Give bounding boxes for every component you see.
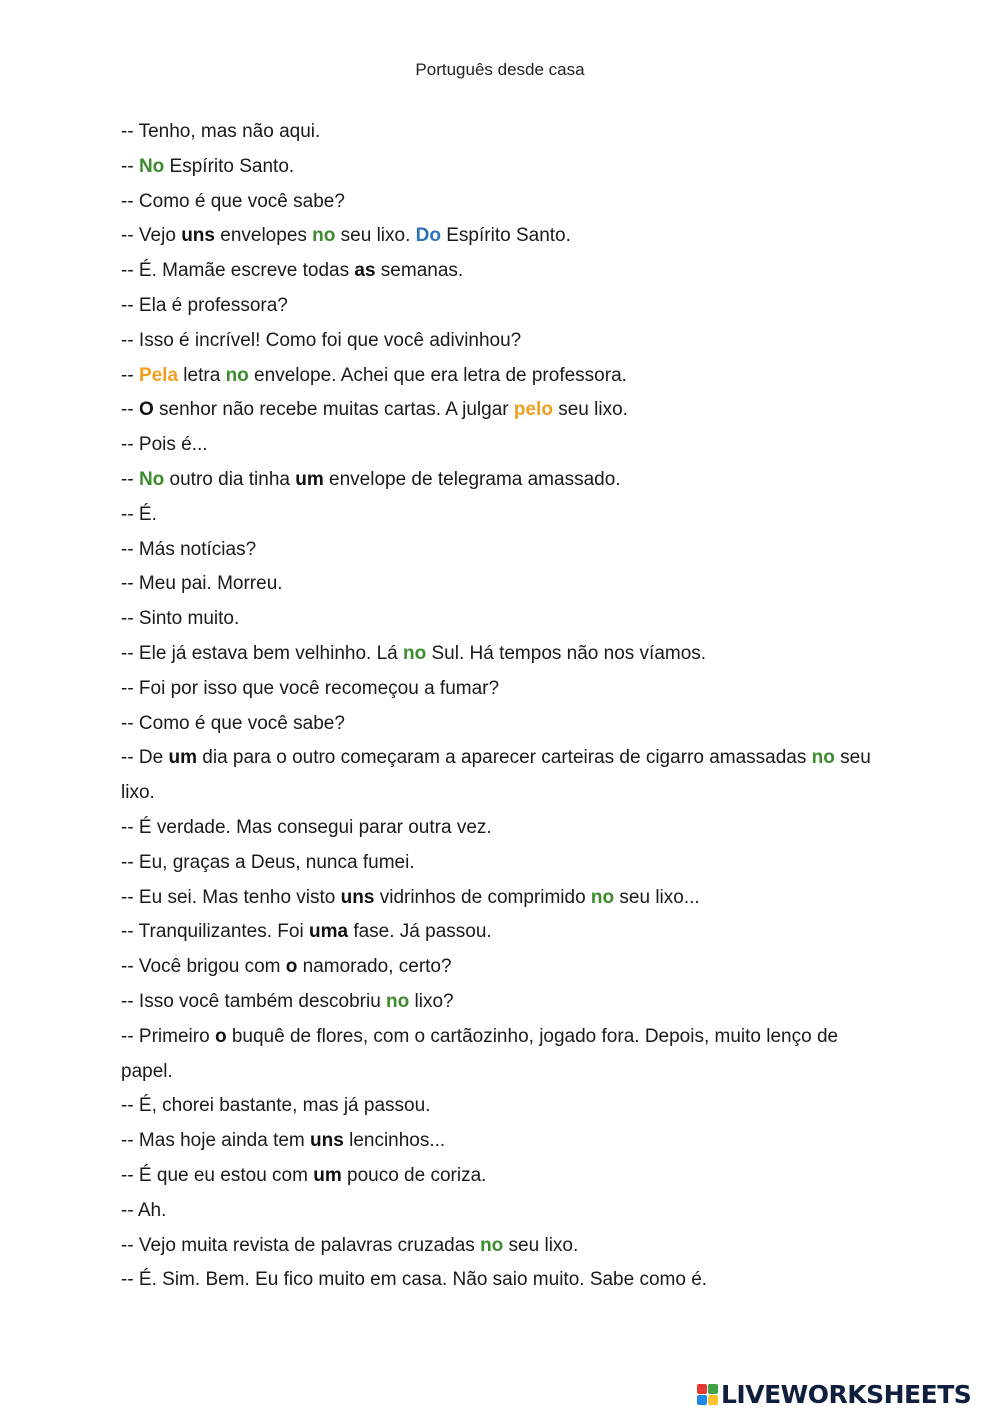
line-text: Espírito Santo. bbox=[440, 225, 571, 247]
line-text: namorado, certo? bbox=[297, 956, 452, 978]
line-text: pouco de coriza. bbox=[341, 1164, 487, 1186]
dialogue-line bbox=[121, 741, 891, 811]
line-text: lencinhos... bbox=[343, 1130, 446, 1152]
line-text: -- Eu sei. Mas tenho visto bbox=[121, 886, 341, 908]
dialogue-line bbox=[121, 533, 891, 568]
highlighted-word: No bbox=[138, 155, 165, 177]
highlighted-word: no bbox=[225, 364, 249, 386]
line-text: lixo? bbox=[409, 990, 454, 1012]
line-text: seu lixo. bbox=[503, 1234, 579, 1256]
highlighted-word: um bbox=[168, 747, 197, 769]
line-text: vidrinhos de comprimido bbox=[374, 886, 591, 908]
dialogue-line bbox=[121, 811, 891, 846]
dialogue-line bbox=[121, 707, 891, 742]
dialogue-line bbox=[121, 1263, 891, 1298]
line-text: -- É. Sim. Bem. Eu fico muito em casa. Não saio muito. Sabe como é. bbox=[121, 1269, 708, 1291]
line-text: -- É, chorei bastante, mas já passou. bbox=[121, 1095, 431, 1117]
line-text: -- Como é que você sabe? bbox=[121, 712, 345, 734]
highlighted-word: no bbox=[403, 642, 427, 664]
line-text: -- Eu, graças a Deus, nunca fumei. bbox=[121, 851, 415, 873]
highlighted-word: Pela bbox=[138, 364, 179, 386]
line-text: -- Ela é professora? bbox=[121, 294, 288, 316]
line-text: -- É que eu estou com bbox=[121, 1164, 314, 1186]
line-text: -- Ah. bbox=[121, 1199, 167, 1221]
liveworksheets-logo-icon bbox=[697, 1384, 718, 1405]
highlighted-word: um bbox=[295, 468, 324, 490]
line-text: -- Como é que você sabe? bbox=[121, 190, 345, 212]
dialogue-line bbox=[121, 254, 891, 289]
dialogue-line bbox=[121, 915, 891, 950]
line-text: -- Foi por isso que você recomeçou a fumar? bbox=[121, 677, 500, 699]
page-title: Português desde casa bbox=[415, 60, 585, 79]
dialogue-line bbox=[121, 219, 891, 254]
line-text: -- É. bbox=[121, 503, 157, 525]
highlighted-word: uns bbox=[310, 1130, 344, 1152]
brand-name: LIVEWORKSHEETS bbox=[721, 1379, 972, 1409]
line-text: -- Vejo muita revista de palavras cruzadas bbox=[121, 1234, 481, 1256]
line-text: -- De bbox=[121, 747, 169, 769]
highlighted-word: pelo bbox=[513, 399, 553, 421]
dialogue-line bbox=[121, 428, 891, 463]
highlighted-word: o bbox=[285, 956, 298, 978]
dialogue-line bbox=[121, 1159, 891, 1194]
line-text: letra bbox=[178, 364, 226, 386]
line-text: -- Isso você também descobriu bbox=[121, 990, 387, 1012]
line-text: -- Vejo bbox=[121, 225, 182, 247]
dialogue-line bbox=[121, 150, 891, 185]
line-text: -- Mas hoje ainda tem bbox=[121, 1130, 311, 1152]
line-text: outro dia tinha bbox=[164, 468, 296, 490]
line-text: seu lixo. bbox=[552, 399, 628, 421]
line-text: -- Más notícias? bbox=[121, 538, 257, 560]
line-text: -- Isso é incrível! Como foi que você adivinhou? bbox=[121, 329, 522, 351]
line-text: seu lixo... bbox=[614, 886, 700, 908]
dialogue-line bbox=[121, 602, 891, 637]
highlighted-word: no bbox=[590, 886, 615, 908]
line-text: fase. Já passou. bbox=[348, 921, 492, 943]
highlighted-word: no bbox=[480, 1234, 504, 1256]
dialogue-line bbox=[121, 1020, 891, 1090]
dialogue-line bbox=[121, 985, 891, 1020]
line-text: seu lixo. bbox=[335, 225, 416, 247]
highlighted-word: no bbox=[386, 990, 410, 1012]
line-text: -- É. Mamãe escreve todas bbox=[121, 260, 355, 282]
dialogue-text bbox=[121, 115, 891, 1298]
highlighted-word: no bbox=[811, 747, 835, 769]
dialogue-line bbox=[121, 950, 891, 985]
highlighted-word: uns bbox=[340, 886, 375, 908]
line-text: Espírito Santo. bbox=[164, 155, 295, 177]
line-text: senhor não recebe muitas cartas. A julgar bbox=[153, 399, 514, 421]
highlighted-word: as bbox=[354, 260, 376, 282]
dialogue-line bbox=[121, 324, 891, 359]
line-text: -- Pois é... bbox=[121, 434, 208, 456]
line-text: -- Primeiro bbox=[121, 1025, 215, 1047]
line-text: -- Meu pai. Morreu. bbox=[121, 573, 283, 595]
dialogue-line bbox=[121, 672, 891, 707]
dialogue-line bbox=[121, 1124, 891, 1159]
dialogue-line bbox=[121, 289, 891, 324]
line-text: dia para o outro começaram a aparecer carteiras de cigarro amassadas bbox=[197, 747, 812, 769]
dialogue-line bbox=[121, 393, 891, 428]
dialogue-line bbox=[121, 881, 891, 916]
highlighted-word: um bbox=[313, 1164, 342, 1186]
highlighted-word: Do bbox=[415, 225, 441, 247]
line-text: -- Ele já estava bem velhinho. Lá bbox=[121, 642, 403, 664]
dialogue-line bbox=[121, 1089, 891, 1124]
line-text: -- Você brigou com bbox=[121, 956, 286, 978]
line-text: buquê de flores, com o cartãozinho, jogado fora. Depois, muito lenço de papel. bbox=[121, 1025, 839, 1082]
line-text: Sul. Há tempos não nos víamos. bbox=[426, 642, 707, 664]
line-text: semanas. bbox=[375, 260, 464, 282]
line-text: -- Tranquilizantes. Foi bbox=[121, 921, 309, 943]
highlighted-word: no bbox=[312, 225, 336, 247]
dialogue-line bbox=[121, 567, 891, 602]
highlighted-word: o bbox=[214, 1025, 227, 1047]
dialogue-line bbox=[121, 185, 891, 220]
highlighted-word: uma bbox=[308, 921, 349, 943]
line-text: -- É verdade. Mas consegui parar outra vez. bbox=[121, 816, 492, 838]
line-text: envelopes bbox=[214, 225, 313, 247]
highlighted-word: No bbox=[138, 468, 165, 490]
line-text: -- bbox=[121, 155, 139, 177]
dialogue-line bbox=[121, 115, 891, 150]
dialogue-line bbox=[121, 1194, 891, 1229]
dialogue-line bbox=[121, 498, 891, 533]
liveworksheets-logo[interactable] bbox=[697, 1378, 971, 1410]
line-text: -- bbox=[121, 364, 139, 386]
dialogue-line bbox=[121, 1229, 891, 1264]
dialogue-line bbox=[121, 463, 891, 498]
line-text: envelope. Achei que era letra de professora. bbox=[248, 364, 627, 386]
dialogue-line bbox=[121, 846, 891, 881]
line-text: -- bbox=[121, 468, 139, 490]
highlighted-word: O bbox=[138, 399, 154, 421]
line-text: -- bbox=[121, 399, 139, 421]
line-text: envelope de telegrama amassado. bbox=[323, 468, 621, 490]
dialogue-line bbox=[121, 359, 891, 394]
line-text: seu lixo. bbox=[121, 747, 871, 804]
line-text: -- Sinto muito. bbox=[121, 608, 240, 630]
highlighted-word: uns bbox=[181, 225, 215, 247]
dialogue-line bbox=[121, 637, 891, 672]
line-text: -- Tenho, mas não aqui. bbox=[121, 121, 321, 142]
